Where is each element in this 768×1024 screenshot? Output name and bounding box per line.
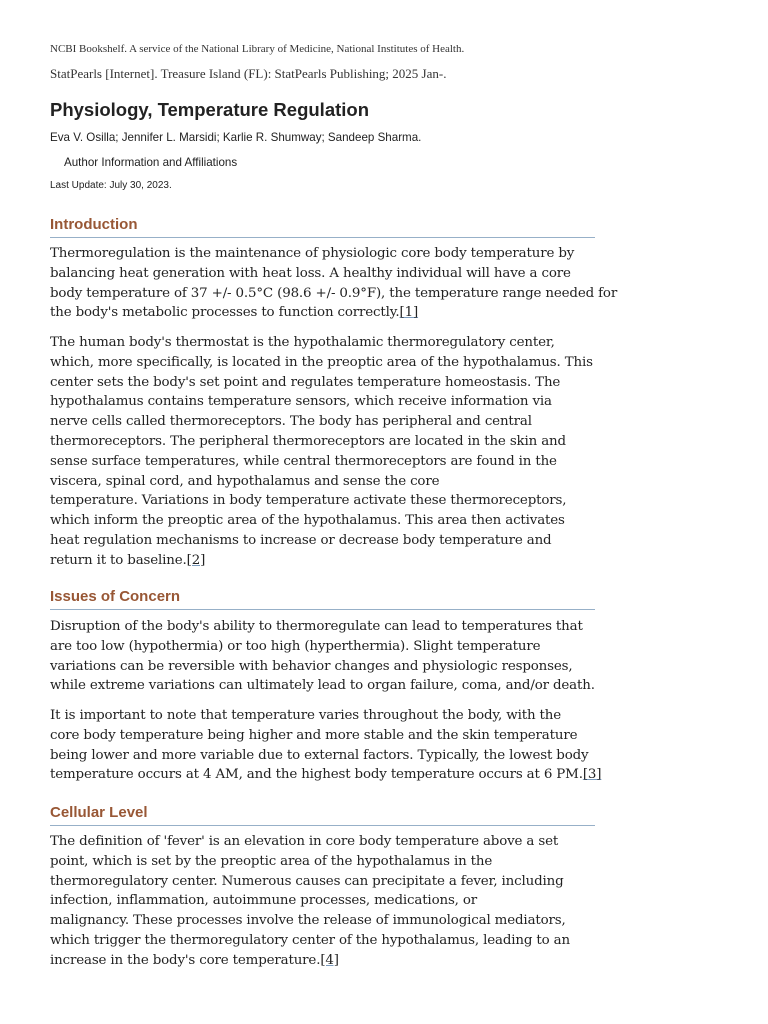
text-line: temperature. Variations in body temperature activate these thermoreceptors,	[50, 493, 567, 509]
text-line: thermoregulatory center. Numerous causes can precipitate a fever, including	[50, 873, 564, 889]
issues-of-concern-heading: Issues of Concern	[50, 587, 595, 610]
reference-link-1[interactable]: [1]	[399, 305, 419, 321]
article-title: Physiology, Temperature Regulation	[50, 99, 370, 120]
reference-link-2[interactable]: [2]	[186, 552, 206, 568]
text-line: point, which is set by the preoptic area of the hypothalamus in the	[50, 853, 493, 869]
text-segment: return it to baseline.	[50, 552, 187, 568]
text-line: heat regulation mechanisms to increase or decrease body temperature and	[50, 532, 552, 548]
text-line: center sets the body's set point and regulates temperature homeostasis. The	[50, 374, 561, 390]
text-line: core body temperature being higher and more stable and the skin temperature	[50, 727, 578, 743]
text-line: being lower and more variable due to external factors. Typically, the lowest body	[50, 747, 589, 763]
text-segment: increase in the body's core temperature.	[50, 952, 321, 968]
introduction-paragraph-1	[50, 244, 618, 323]
text-line-with-ref	[50, 303, 595, 323]
text-line: which, more specifically, is located in the preoptic area of the hypothalamus. This	[50, 354, 593, 370]
author-list: Eva V. Osilla; Jennifer L. Marsidi; Karlie R. Shumway; Sandeep Sharma.	[50, 131, 422, 144]
text-line: while extreme variations can ultimately lead to organ failure, coma, and/or death.	[50, 678, 595, 694]
text-line: are too low (hypothermia) or too high (hyperthermia). Slight temperature	[50, 638, 541, 654]
text-line: sense surface temperatures, while central thermoreceptors are found in the	[50, 453, 557, 469]
text-line: which trigger the thermoregulatory center of the hypothalamus, leading to an	[50, 932, 570, 948]
text-line: viscera, spinal cord, and hypothalamus and sense the core	[50, 473, 440, 489]
author-affiliations-link[interactable]: Author Information and Affiliations	[64, 156, 238, 169]
cellular-level-heading: Cellular Level	[50, 803, 595, 826]
text-line: It is important to note that temperature varies throughout the body, with the	[50, 708, 561, 723]
ncbi-bookshelf-line: NCBI Bookshelf. A service of the National Library of Medicine, National Institutes of Health.	[50, 43, 465, 55]
issues-paragraph-2	[50, 706, 602, 785]
text-line: Disruption of the body's ability to thermoregulate can lead to temperatures that	[50, 619, 583, 634]
text-segment: the body's metabolic processes to function correctly.	[50, 305, 400, 321]
text-line-with-ref	[50, 765, 602, 785]
issues-paragraph-1	[50, 617, 595, 696]
text-line: variations can be reversible with behavior changes and physiologic responses,	[50, 658, 573, 674]
reference-link-3[interactable]: [3]	[582, 767, 602, 783]
introduction-heading: Introduction	[50, 215, 595, 238]
last-update: Last Update: July 30, 2023.	[50, 180, 172, 191]
text-line: hypothalamus contains temperature sensors, which receive information via	[50, 394, 552, 410]
text-line: The definition of 'fever' is an elevation in core body temperature above a set	[50, 834, 559, 849]
text-line: balancing heat generation with heat loss. A healthy individual will have a core	[50, 265, 571, 281]
text-line: which inform the preoptic area of the hypothalamus. This area then activates	[50, 513, 565, 529]
text-line: infection, inflammation, autoimmune processes, medications, or	[50, 893, 478, 909]
text-line: nerve cells called thermoreceptors. The body has peripheral and central	[50, 414, 532, 430]
text-line: Thermoregulation is the maintenance of physiologic core body temperature by	[50, 246, 575, 261]
text-line: body temperature of 37 +/- 0.5°C (98.6 +/- 0.9°F), the temperature range needed for	[50, 285, 618, 301]
citation-line: StatPearls [Internet]. Treasure Island (FL): StatPearls Publishing; 2025 Jan-.	[50, 66, 447, 81]
introduction-paragraph-2	[50, 333, 595, 571]
reference-link-4[interactable]: [4]	[320, 952, 339, 968]
text-line-with-ref	[50, 951, 595, 971]
text-line-with-ref	[50, 551, 595, 571]
cellular-paragraph-1	[50, 832, 595, 971]
text-line: The human body's thermostat is the hypothalamic thermoregulatory center,	[50, 335, 555, 350]
text-segment: temperature occurs at 4 AM, and the highest body temperature occurs at 6 PM.	[50, 767, 583, 783]
text-line: thermoreceptors. The peripheral thermoreceptors are located in the skin and	[50, 433, 566, 449]
text-line: malignancy. These processes involve the release of immunological mediators,	[50, 913, 566, 929]
